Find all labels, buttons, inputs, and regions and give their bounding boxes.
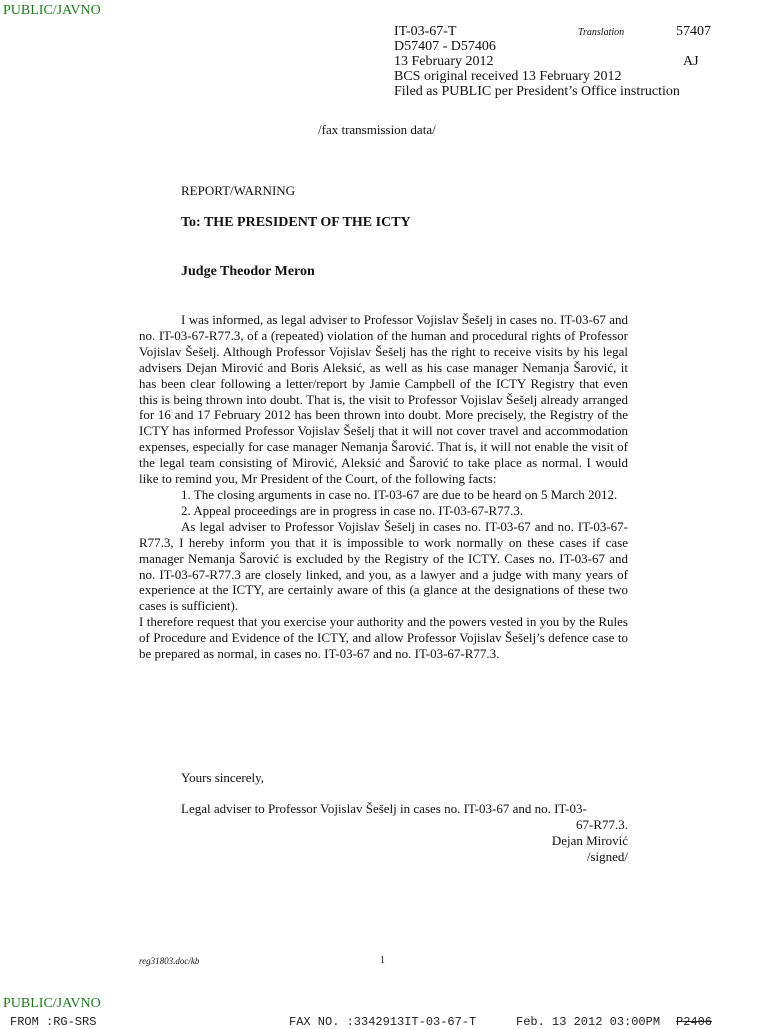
report-title: REPORT/WARNING (181, 183, 296, 198)
case-number: IT-03-67-T (394, 24, 457, 39)
signature-title-line: Legal adviser to Professor Vojislav Šešelj in cases no. IT-03-67 and no. IT-03- (181, 801, 587, 816)
fax-sender: FROM :RG-SRS (10, 1015, 97, 1029)
filing-note: Filed as PUBLIC per President’s Office instruction (394, 84, 680, 99)
body-paragraph: I was informed, as legal adviser to Professor Vojislav Šešelj in cases no. IT-03-67 and no. IT-03-67-R77.3, of a (repeated) violation of the human and procedural rights of Professor Vojislav Šešelj. Although Professor Vojislav Šešelj has the right to receive visits by his legal advisers Dejan Mirović and Boris Aleksić, as well as his case manager Nemanja Šarović, it has been clear following a letter/report by Jamie Campbell of the ICTY Registry that even this is being thrown into doubt. That is, the visit to Professor Vojislav Šešelj already arranged for 16 and 17 February 2012 has been thrown into doubt. More precisely, the Registry of the ICTY has informed Professor Vojislav Šešelj that it will not cover travel and accommodation expenses, especially for case manager Nemanja Šarović. That is, it will not enable the visit of the legal team consisting of Mirović, Aleksić and Šarović to take place as normal. I would like to remind you, Mr President of the Court, of the following facts: (139, 312, 628, 487)
letter-body (139, 312, 628, 662)
signer-name: Dejan Mirović (551, 833, 628, 848)
registry-page-number: 57407 (676, 24, 711, 39)
original-received-note: BCS original received 13 February 2012 (394, 69, 622, 84)
public-marking-bottom: PUBLIC/JAVNO (3, 996, 101, 1011)
document-range: D57407 - D57406 (394, 39, 496, 54)
file-reference: reg31803.doc/kb (139, 956, 200, 966)
closing-salutation: Yours sincerely, (181, 770, 265, 785)
signed-note: /signed/ (586, 849, 628, 864)
document-date: 13 February 2012 (394, 54, 494, 69)
body-paragraph: I therefore request that you exercise your authority and the powers vested in you by the Rules of Procedure and Evidence of the ICTY, and allow Professor Vojislav Šešelj’s defence case to be prepared as normal, in cases no. IT-03-67 and no. IT-03-67-R77.3. (139, 614, 628, 662)
public-marking-top: PUBLIC/JAVNO (3, 3, 101, 18)
fax-timestamp: Feb. 13 2012 03:00PM (516, 1015, 661, 1029)
signature-title-continuation: 67-R77.3. (576, 817, 628, 832)
fax-page-marker: P2406 (676, 1015, 713, 1029)
judge-name: Judge Theodor Meron (181, 264, 315, 279)
addressee: To: THE PRESIDENT OF THE ICTY (181, 215, 411, 230)
body-paragraph: 2. Appeal proceedings are in progress in case no. IT-03-67-R77.3. (181, 502, 524, 518)
body-paragraph: 1. The closing arguments in case no. IT-03-67 are due to be heard on 5 March 2012. (181, 486, 618, 502)
fax-number: FAX NO. :3342913IT-03-67-T (289, 1015, 477, 1029)
fax-transmission-note: /fax transmission data/ (318, 122, 436, 137)
translator-initials: AJ (683, 54, 699, 69)
body-paragraph: As legal adviser to Professor Vojislav Šešelj in cases no. IT-03-67 and no. IT-03-67-R77.3, I hereby inform you that it is impossible to work normally on these cases if case manager Nemanja Šarović is excluded by the Registry of the ICTY. Cases no. IT-03-67 and no. IT-03-67-R77.3 are closely linked, and you, as a lawyer and a judge with many years of experience at the ICTY, are certainly aware of this (a glance at the designations of these two cases is sufficient). (139, 518, 628, 614)
translation-label: Translation (578, 27, 625, 38)
page-number: 1 (380, 955, 385, 966)
